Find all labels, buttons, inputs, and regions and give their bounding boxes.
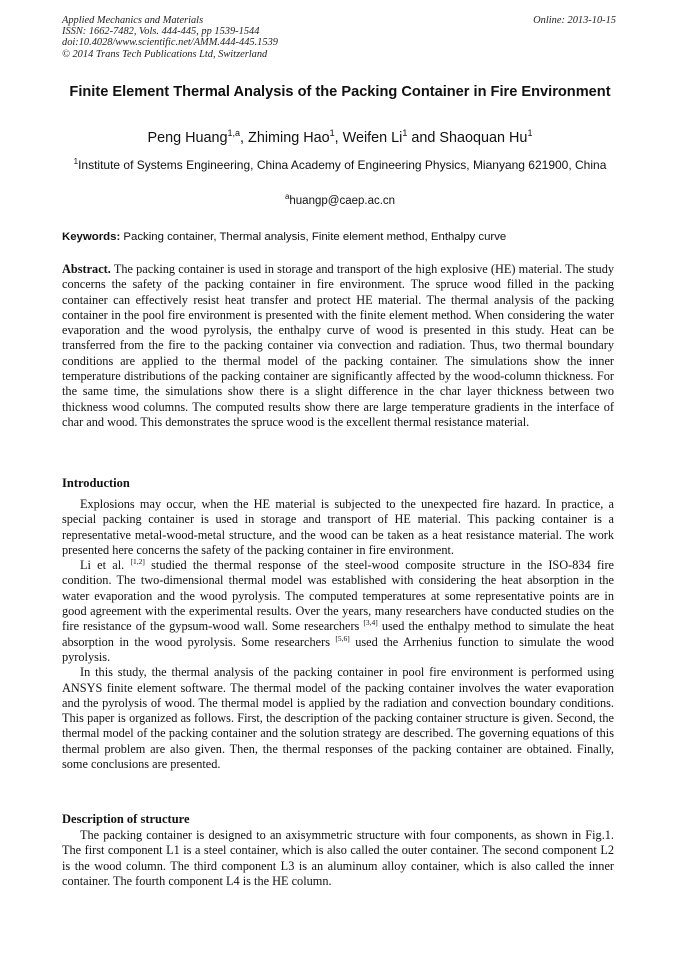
intro-paragraph-1: Explosions may occur, when the HE material is subjected to the unexpected fire hazard. In practice, a special packing container is used in storage and transport of HE material. This packing container is a representative metal-wood-metal structure, and the wood can be taken as a heat resistance material. The work presented here concerns the safety of the packing container in fire environment. [62,497,614,557]
author-name: Weifen Li [342,130,403,146]
author-name: Peng Huang [147,130,228,146]
author-separator: , [240,130,249,146]
doi-line: doi:10.4028/www.scientific.net/AMM.444-445.1539 [62,37,278,49]
author-separator: , [334,130,343,146]
copyright-line: © 2014 Trans Tech Publications Ltd, Switzerland [62,48,268,60]
intro-p2-text: Li et al. [80,558,131,573]
affiliation-text: Institute of Systems Engineering, China Academy of Engineering Physics, Mianyang 621900, China [78,158,607,172]
intro-p2-text: studied the thermal response of the steel-wood composite structure in the ISO-834 fire condition. The two-dimensional thermal model was established with considering the heat absorption in the water evaporation and the wood pyrolysis. The computed temperatures at some representative points are in good agreement with the experimental results. Over the years, many researchers have conducted studies on the fire resistance of the gypsum-wood wall. Some researchers [62,558,614,634]
keywords-label: Keywords: [62,231,121,243]
author-separator: and [407,130,440,146]
email-mark: a [284,192,290,201]
keywords [62,230,618,244]
author-name: Zhiming Hao [248,130,330,146]
author-email [62,194,618,208]
author-affil-mark: 1,a [227,128,241,138]
citation-ref[interactable]: [5,6] [335,633,350,643]
author-affil-mark: 1 [329,128,335,138]
online-date: Online: 2013-10-15 [533,15,616,26]
author-affil-mark: 1 [402,128,408,138]
intro-paragraph-3: In this study, the thermal analysis of the packing container in pool fire environment is performed using ANSYS finite element software. The thermal model of the packing container involves the water evaporation and the pyrolysis of wood. The thermal model is applied by the radiation and convection boundary conditions. This paper is organized as follows. First, the description of the packing container structure is given. Second, the thermal model of the packing container and the solution strategy are described. The governing equations of this thermal problem are also given. Then, the thermal responses of the packing container are obtained. Finally, some conclusions are presented. [62,665,614,772]
abstract-text: The packing container is used in storage and transport of the high explosive (HE) material. The study concerns the safety of the packing container in fire environment. The spruce wood filled in the packing container can effectively resist heat transfer and protect HE material. The thermal analysis of the packing container in the pool fire environment is presented with the finite element method. When considering the water evaporation and the wood pyrolysis, the enthalpy curve of wood is presented in this study. Heat can be transferred from the fire to the packing container via convection and radiation. Thus, two thermal boundary conditions are applied to the thermal model of the packing container. The simulations show the inner temperature distributions of the packing container are significantly affected by the wood-column thickness. For the same time, the simulations show there is a slight difference in the char layer thickness between two thickness wood columns. The computed results show there are large temperature gradients in the interface of char and wood. This demonstrates the spruce wood is the excellent thermal resistance material. [62,262,614,429]
journal-name: Applied Mechanics and Materials [62,15,204,26]
section-heading-structure: Description of structure [62,812,190,826]
citation-ref[interactable]: [3,4] [363,618,378,628]
keywords-text: Packing container, Thermal analysis, Finite element method, Enthalpy curve [120,231,507,243]
author-name: Shaoquan Hu [439,130,528,146]
email-address[interactable]: huangp@caep.ac.cn [289,195,396,207]
paper-title: Finite Element Thermal Analysis of the Packing Container in Fire Environment [69,84,611,100]
author-list [62,129,618,147]
intro-paragraph-2 [62,558,614,665]
abstract [62,262,614,430]
journal-header [62,15,618,60]
structure-paragraph-1: The packing container is designed to an axisymmetric structure with four components, as shown in Fig.1. The first component L1 is a steel container, which is also called the outer container. The second component L2 is the wood column. The third component L3 is an aluminum alloy container, which is also called the inner container. The fourth component L4 is the HE column. [62,828,614,888]
issn-line: ISSN: 1662-7482, Vols. 444-445, pp 1539-1544 [62,26,260,38]
structure-body [62,828,614,889]
author-affil-mark: 1 [527,128,533,138]
intro-p2-text: used the enthalpy method to simulate the heat absorption in the wood pyrolysis. Some researchers [62,619,614,649]
affiliation-mark: 1 [73,157,79,166]
introduction-body [62,497,614,772]
section-heading-introduction: Introduction [62,476,130,490]
citation-ref[interactable]: [1,2] [130,557,145,567]
intro-p2-text: used the Arrhenius function to simulate the wood pyrolysis. [62,634,614,664]
abstract-label: Abstract. [62,262,111,276]
affiliation [70,158,610,173]
